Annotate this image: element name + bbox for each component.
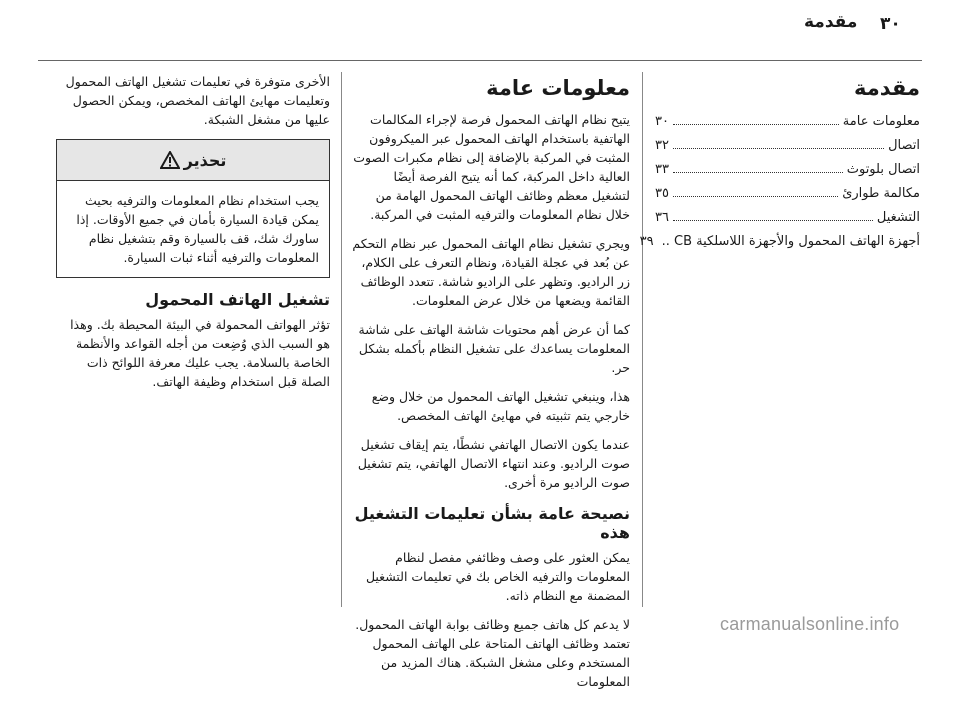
toc-item-title: معلومات عامة [842, 114, 920, 129]
right-column [639, 72, 920, 258]
paragraph: لا يدعم كل هاتف جميع وظائف بوابة الهاتف المحمول. تعتمد وظائف الهاتف المتاحة على الهاتف المحمول المستخدم وعلى مشغل الشبكة. هناك المزيد من المعلومات [355, 617, 630, 689]
toc-item-mobile-cb[interactable] [639, 234, 920, 258]
paragraph: الأخرى متوفرة في تعليمات تشغيل الهاتف المحمول وتعليمات مهايئ الهاتف المخصص، ويمكن الحصول عليها من مشغل الشبكة. [65, 74, 330, 127]
toc-dot-leader [673, 138, 884, 149]
warning-triangle-icon [160, 151, 180, 169]
toc-item-title: اتصال [888, 138, 920, 153]
paragraph: كما أن عرض أهم محتويات شاشة الهاتف على شاشة المعلومات يساعدك على تشغيل النظام بأكمله بشكل حر. [358, 322, 630, 375]
toc-item-page: ٣٩ [639, 234, 654, 249]
toc-dot-leader [673, 114, 839, 125]
left-column [56, 72, 330, 401]
toc-item-emergency-call[interactable] [655, 186, 920, 210]
toc-dot-leader [673, 186, 838, 197]
column-divider-left [341, 72, 342, 607]
warning-header [57, 140, 329, 181]
page-number: ٣٠ [880, 14, 901, 34]
toc-item-title: مكالمة طوارئ [842, 186, 920, 201]
toc-item-page: ٣٥ [655, 186, 669, 201]
paragraph: يمكن العثور على وصف وظائفي مفصل لنظام المعلومات والترفيه الخاص بك في تعليمات التشغيل المضمنة مع النظام ذاته. [365, 550, 630, 603]
paragraph: تؤثر الهواتف المحمولة في البيئة المحيطة بك. وهذا هو السبب الذي وُضِعت من أجله القواعد والأنظمة الخاصة بالسلامة. يجب عليك معرفة اللوائح ذات الصلة قبل استخدام وظيفة الهاتف. [70, 317, 330, 389]
paragraph: يتيح نظام الهاتف المحمول فرصة لإجراء المكالمات الهاتفية باستخدام الهاتف المحمول عبر الميكروفون المثبت في المركبة بالإضافة إلى نظام مكبرات الصوت العالية داخل المركبة، كما أنه يتيح الفرصة أيضًا لتشغيل معظم وظائف الهاتف المحمول الهامة من خلال نظام المعلومات والترفيه المثبت في المركبة. [353, 112, 630, 222]
paragraph: هذا، وينبغي تشغيل الهاتف المحمول من خلال وضع خارجي يتم تثبيته في مهايئ الهاتف المخصص. [371, 389, 630, 423]
toc-item-bluetooth[interactable] [655, 162, 920, 186]
warning-title: تحذير [183, 150, 227, 170]
toc-item-page: ٣٦ [655, 210, 669, 225]
middle-column [352, 72, 630, 701]
page-header [0, 0, 960, 52]
toc-dot-leader [673, 210, 873, 221]
toc-item-title: اتصال بلوتوث [846, 162, 920, 177]
table-of-contents [639, 114, 920, 258]
toc-item-operation[interactable] [655, 210, 920, 234]
toc-item-title: التشغيل [876, 210, 920, 225]
warning-body: يجب استخدام نظام المعلومات والترفيه بحيث يمكن قيادة السيارة بأمان في جميع الأوقات. إذا ساورك شك، قف بالسيارة وقم بتشغيل نظام المعلومات والترفيه أثناء ثبات السيارة. [76, 193, 319, 265]
toc-item-connection[interactable] [655, 138, 920, 162]
toc-item-general-info[interactable] [655, 114, 920, 138]
watermark: carmanualsonline.info [720, 614, 900, 634]
toc-item-title: أجهزة الهاتف المحمول والأجهزة اللاسلكية CB .. [661, 234, 920, 249]
subsection-heading: نصيحة عامة بشأن تعليمات التشغيل هذه [354, 504, 630, 542]
toc-item-page: ٣٣ [655, 162, 669, 177]
toc-item-page: ٣٢ [655, 138, 669, 153]
header-title: مقدمة [804, 12, 858, 32]
warning-box [56, 139, 330, 278]
paragraph: ويجري تشغيل نظام الهاتف المحمول عبر نظام التحكم عن بُعد في عجلة القيادة، ونظام التعرف على الكلام، زر الراديو. وتظهر على الراديو شاشة. تتعدد الوظائف القائمة ويضعها من خلال عرض المعلومات. [352, 236, 630, 308]
subsection-heading: تشغيل الهاتف المحمول [145, 290, 330, 309]
header-divider [38, 60, 922, 61]
paragraph: عندما يكون الاتصال الهاتفي نشطًا، يتم إيقاف تشغيل صوت الراديو. وعند انتهاء الاتصال الهاتفي، يتم تشغيل صوت الراديو مرة أخرى. [357, 437, 630, 490]
section-heading: مقدمة [854, 76, 920, 100]
section-heading: معلومات عامة [486, 76, 630, 100]
column-divider-right [642, 72, 643, 607]
toc-dot-leader [673, 162, 843, 173]
toc-item-page: ٣٠ [655, 114, 669, 129]
